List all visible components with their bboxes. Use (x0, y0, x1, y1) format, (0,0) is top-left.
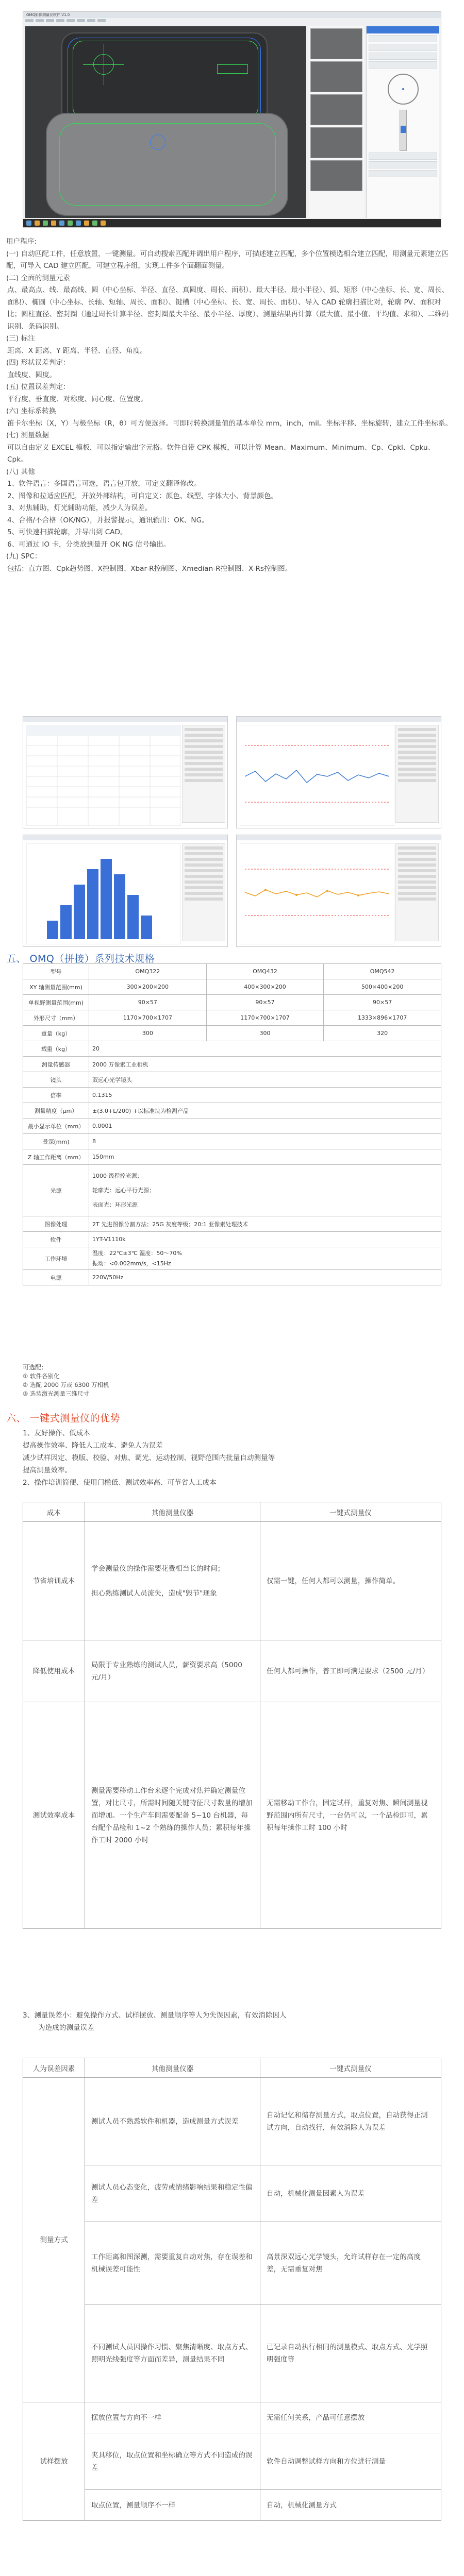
trend-chart (240, 725, 394, 826)
histogram-chart (26, 843, 181, 944)
spec-key: 测量传感器 (23, 1057, 89, 1072)
spec-cell: 300 (206, 1026, 324, 1041)
notes-item: ③ 选装激光测量三维尺寸 (23, 1390, 89, 1397)
cmp1-key: 节省培训成本 (23, 1522, 85, 1640)
section6-title: 六、 一键式测量仪的优势 (6, 1413, 121, 1424)
spec-header-cell: OMQ542 (324, 964, 441, 979)
intro-item: 3、对焦辅助，灯光辅助功能，减少人为误差。 (7, 504, 152, 512)
advantage-line: 1、友好操作、低成本 (23, 1429, 90, 1437)
intro-item: 点、最高点、线、最高线、圆（中心坐标、半径、直径、真圆度、周长、面积）、最大半径、最小半径）、弧、矩形（中心坐标、长、宽、周长、面积）、椭圆（中心坐标、长轴、短轴、周长、面积）、键槽（中心坐标、长、宽、周长、面积）、导入 CAD 轮廓扫描比对，轮廓 PV、面积对比；圆柱直径、密封圈（通过周长计算半径、密封圈最大半径、最小半径、厚度）、测量结果再计算（最大值、最小值、平均值、求和）、二维码识别、条码识别。 (7, 286, 449, 331)
cmp2-cell: 不同测试人员因操作习惯、聚焦清晰度、取点方式、照明光线强度等方面而差异，测量结果不同 (85, 2304, 260, 2402)
spec-cell: 220V/50Hz (89, 1270, 441, 1285)
cost-comparison-table (23, 1502, 441, 1929)
control-panel[interactable] (366, 26, 439, 218)
cmp1-header: 一键式测量仪 (260, 1502, 441, 1522)
cmp1-key: 降低使用成本 (23, 1640, 85, 1702)
error-comparison-table (23, 2058, 441, 2521)
report-screenshot (23, 716, 228, 828)
error-intro (23, 2009, 441, 2034)
spec-header-cell: OMQ432 (206, 964, 324, 979)
spec-key: 景深(mm) (23, 1134, 89, 1149)
cmp2-key: 测量方式 (23, 2078, 85, 2402)
cmp1-key: 测试效率成本 (23, 1702, 85, 1929)
spec-cell: 温度：22℃±3℃ 湿度：50～70% 振动：<0.002mm/s，<15Hz (89, 1247, 441, 1270)
spec-cell: 300 (89, 1026, 207, 1041)
intro-item: 包括：直方图、Cpk趋势图、X控制图、Xbar-R控制图、Xmedian-R控制图、X-Rs控制图。 (7, 564, 292, 573)
cmp2-cell: 自动，机械化测量方式 (260, 2490, 441, 2521)
intro-item: (一) 自动匹配工件，任意放置，一键测量。可自动搜索匹配并调出用户程序，可描述建立匹配，多个位置模选相合建立匹配，用测量元素建立匹配，可导入 CAD 建立匹配，可建立程序组，实现工件多个面翻面测量。 (6, 249, 449, 270)
spec-cell: 2T 先进图像分割方法；25G 灰度等级；20:1 亚像素处理技术 (89, 1216, 441, 1232)
window-title: OMQ影像测量仪软件 V1.0 (23, 12, 441, 18)
advantage-line: 2、操作培训简便、使用门槛低、测试效率高、可节省人工成本 (23, 1479, 217, 1487)
cmp2-cell: 高景深双远心光学镜头，允许试样存在一定的高度差，无需重复对焦 (260, 2222, 441, 2304)
software-screenshot (23, 11, 441, 228)
workpiece-bottom (46, 113, 288, 216)
cmp2-cell: 已记录自动执行相同的测量模式、取点方式、光学照明强度等 (260, 2304, 441, 2402)
spec-key: 重量（kg） (23, 1026, 89, 1041)
intro-item: (四) 形状误差判定： (6, 359, 70, 367)
spec-key: 单视野测量范围(mm) (23, 995, 89, 1010)
cmp2-cell: 摆放位置与方向不一样 (85, 2402, 260, 2433)
spec-cell: 90×57 (89, 995, 207, 1010)
advantage-line: 3、测量误差小：避免操作方式、试样摆放、测量顺序等人为失误因素，有效消除因人 (23, 2011, 287, 2020)
intro-item: 1、软件语言：多国语言可选，语言包开放，可定义翻译修改。 (7, 480, 201, 488)
spec-key: 工作环境 (23, 1247, 89, 1270)
cmp2-cell: 软件自动调整试样方向和方位进行测量 (260, 2433, 441, 2490)
intro-item: (七) 测量数据 (6, 431, 49, 439)
section5-title: 五、 OMQ（拼接）系列技术规格 (6, 953, 155, 964)
report-table (26, 725, 181, 826)
cmp1-cell: 局限于专业熟练的测试人员，薪资要求高（5000 元/月） (85, 1640, 260, 1702)
spec-table (23, 963, 441, 1285)
intro-item: 直线度、圆度。 (7, 370, 57, 379)
spec-header-cell: 型号 (23, 964, 89, 979)
intro-text (6, 236, 455, 575)
control-chart (240, 843, 394, 944)
intro-item: (九) SPC： (6, 552, 42, 561)
cmp1-cell: 无需移动工作台，固定试样，重复对焦、瞬间测量视野范围内所有尺寸，一台仍可以，一个品检即可，累积每年操作工时 100 小时 (260, 1702, 441, 1929)
cmp2-header: 人为误差因素 (23, 2058, 85, 2078)
spec-cell: 1000 级程控光源； 轮廓光：远心平行光源； 表面光：环形光源 (89, 1165, 441, 1216)
taskbar[interactable] (23, 219, 441, 227)
intro-item: (二) 全面的测量元素 (6, 274, 70, 282)
spec-cell: 0.0001 (89, 1118, 441, 1134)
spec-cell: 20 (89, 1041, 441, 1057)
spec-cell: 300×200×200 (89, 979, 207, 995)
cmp1-cell: 任何人都可操作，普工即可满足要求（2500 元/月） (260, 1640, 441, 1702)
spec-key: 软件 (23, 1232, 89, 1247)
notes-item: ① 软件各别化 (23, 1372, 60, 1380)
menu-bar[interactable] (25, 19, 170, 24)
optional-notes (23, 1363, 109, 1398)
notes-item: ② 选配 2000 万或 6300 万相机 (23, 1381, 109, 1388)
advantage-line: 减少试样因定、模版、校验、对焦、调光、运动控制、视野范围内批量自动测量等 (23, 1454, 275, 1462)
intro-item: 4、合格/不合格（OK/NG），并报警提示，通讯输出：OK、NG。 (7, 516, 209, 524)
intro-item: 笛卡尔坐标（X，Y）与极坐标（R，θ）可方便选择。可即时转换测量值的基本单位 mm，inch，mil。坐标平移、坐标旋转，建立工件坐标系。 (7, 419, 453, 428)
spec-key: XY 轴测量范围(mm) (23, 979, 89, 995)
thumbnail-panel[interactable] (308, 26, 364, 218)
spec-header-cell: OMQ322 (89, 964, 207, 979)
spc-report-screenshots (23, 716, 441, 948)
intro-item: 6、可通过 IO 卡，分类放到量开 OK NG 信号输出。 (7, 540, 171, 549)
cmp2-cell: 测试人员不熟悉软件和机器，造成测量方式误差 (85, 2078, 260, 2165)
report-screenshot (236, 835, 441, 947)
spec-cell: 2000 万像素工业相机 (89, 1057, 441, 1072)
measurement-view[interactable] (25, 26, 306, 218)
spec-key: 外形尺寸（mm） (23, 1010, 89, 1026)
advantage-line: 提高测量效率。 (23, 1466, 72, 1475)
advantage-line: 提高操作效率、降低人工成本、避免人为误差 (23, 1442, 163, 1450)
cmp2-header: 其他测量仪器 (85, 2058, 260, 2078)
spec-key: 镜头 (23, 1072, 89, 1088)
cmp2-cell: 夹具移位，取点位置和坐标确立等方式不同造成的误差 (85, 2433, 260, 2490)
spec-cell: 500×400×200 (324, 979, 441, 995)
cmp2-key: 试样摆放 (23, 2402, 85, 2521)
spec-cell: 1YT-V1110k (89, 1232, 441, 1247)
cmp2-cell: 无需任何关系，产品可任意摆放 (260, 2402, 441, 2433)
cmp2-cell: 测试人员心态变化，疲劳或情绪影响结果和稳定性偏差 (85, 2165, 260, 2222)
intro-item: 5、可快速扫描轮廓，并导出到 CAD。 (7, 528, 127, 536)
spec-cell: 双远心光学镜头 (89, 1072, 441, 1088)
cmp1-cell: 测量需要移动工作台来逐个完成对焦并确定测量位置，对比尺寸，所需时间随关键特征尺寸数量的增加而增加。一个生产车间需要配备 5~10 台机器，每台配个品检和 1~2 个熟练的操作人员；累积每年操作工时 2000 小时 (85, 1702, 260, 1929)
joystick-icon[interactable] (388, 74, 419, 105)
advantage-line: 为造成的测量误差 (38, 2024, 94, 2032)
intro-item: 可以自由定义 EXCEL 模板，可以指定输出字元格。软件自带 CPK 模板，可以计算 Mean、Maximum、Minimum、Cp、Cpkl、Cpku、Cpk。 (7, 443, 435, 464)
intro-item: 2、图像和拉适应匹配，开放外部结构，可自定义：颜色、线型、字体大小、背景颜色。 (7, 492, 278, 500)
spec-cell: 400×300×200 (206, 979, 324, 995)
spec-cell: 0.1315 (89, 1088, 441, 1103)
intro-item: (六) 坐标系转换 (6, 407, 56, 415)
cmp1-header: 其他测量仪器 (85, 1502, 260, 1522)
spec-cell: ±(3.0+L/200) +以标准块为检测产品 (89, 1103, 441, 1118)
cmp2-cell: 取点位置，测量顺序不一样 (85, 2490, 260, 2521)
cmp1-cell: 学会测量仪的操作需要花费相当长的时间； 担心熟练测试人员流失，造成"毁节"现象 (85, 1522, 260, 1640)
spec-cell: 90×57 (324, 995, 441, 1010)
cmp1-header: 成本 (23, 1502, 85, 1522)
spec-cell: 150mm (89, 1149, 441, 1165)
intro-item: 平行度、垂直度、对称度、同心度、位置度。 (7, 395, 147, 403)
spec-cell: 1170×700×1707 (206, 1010, 324, 1026)
spec-key: 最小显示单位（mm） (23, 1118, 89, 1134)
cmp2-cell: 自动，机械化测量因素人为误差 (260, 2165, 441, 2222)
cmp2-cell: 自动记忆和储存测量方式，取点位置，自动获得正测试方向，自动找行，有效消除人为误差 (260, 2078, 441, 2165)
spec-key: 光源 (23, 1165, 89, 1216)
cmp2-header: 一键式测量仪 (260, 2058, 441, 2078)
report-screenshot (236, 716, 441, 828)
spec-key: 载重（kg） (23, 1041, 89, 1057)
spec-key: Z 轴工作距离（mm） (23, 1149, 89, 1165)
z-axis-slider[interactable] (400, 110, 407, 151)
spec-cell: 320 (324, 1026, 441, 1041)
spec-key: 倍率 (23, 1088, 89, 1103)
report-screenshot (23, 835, 228, 947)
cmp2-cell: 工作距离和图深测，需要重复自动对焦，存在误差和机械误差可能性 (85, 2222, 260, 2304)
cmp1-cell: 仅需一键，任何人都可以测量，操作简单。 (260, 1522, 441, 1640)
spec-cell: 1170×700×1707 (89, 1010, 207, 1026)
spec-key: 电源 (23, 1270, 89, 1285)
spec-cell: 1333×896×1707 (324, 1010, 441, 1026)
intro-item: 距离、X 距离、Y 距离、半径、直径、角度。 (7, 346, 147, 355)
intro-item: (五) 位置误差判定： (6, 383, 70, 391)
notes-title: 可选配： (23, 1364, 48, 1371)
intro-item: (三) 标注 (6, 334, 35, 343)
spec-key: 测量精度（μm） (23, 1103, 89, 1118)
spec-key: 图像处理 (23, 1216, 89, 1232)
spec-cell: 90×57 (206, 995, 324, 1010)
advantages-text (23, 1427, 441, 1489)
intro-heading: 用户程序: (6, 238, 37, 246)
spec-cell: 8 (89, 1134, 441, 1149)
intro-item: (八) 其他 (6, 467, 35, 476)
